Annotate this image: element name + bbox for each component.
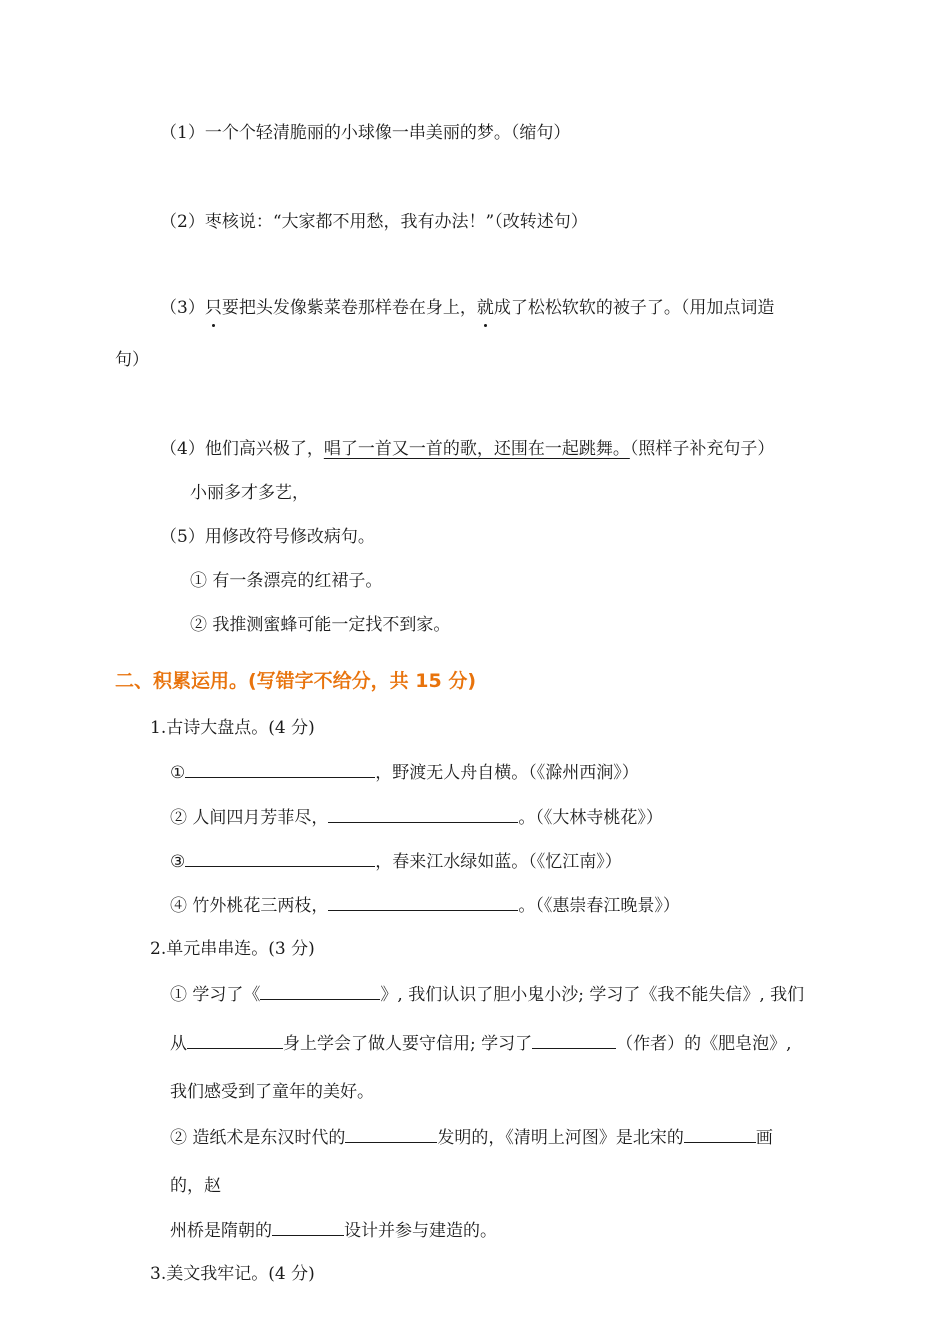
unit-line-4-c: 画 xyxy=(755,1128,773,1148)
unit-line-1 xyxy=(170,982,804,1007)
part-1-title: 1.古诗大盘点。(4 分) xyxy=(150,718,315,738)
section-2-heading: 二、积累运用。(写错字不给分，共 15 分) xyxy=(115,670,477,692)
fill-blank[interactable] xyxy=(328,805,518,823)
poem-item-2-text: ② 人间四月芳菲尽， xyxy=(170,808,329,828)
poem-item-3-text: ，春来江水绿如蓝。（《忆江南》） xyxy=(375,852,622,872)
fill-blank[interactable] xyxy=(272,1218,344,1236)
emphasis-dot-word-1: 只 xyxy=(204,298,222,318)
sentence-4-example: 小丽多才多艺， xyxy=(190,483,309,503)
fill-blank[interactable] xyxy=(684,1125,756,1143)
unit-line-6-b: 设计并参与建造的。 xyxy=(344,1221,497,1241)
poem-item-2 xyxy=(170,805,663,830)
unit-line-6-a: 州桥是隋朝的 xyxy=(170,1221,272,1241)
sentence-3-part3: 成了松松软软的被子了。（用加点词造 xyxy=(493,298,775,318)
sentence-4-prefix: （4）他们高兴极了， xyxy=(160,439,324,459)
sentence-3 xyxy=(160,296,774,320)
unit-line-5: 的，赵 xyxy=(170,1176,221,1196)
fill-blank[interactable] xyxy=(532,1031,616,1049)
poem-item-2-source: 。（《大林寺桃花》） xyxy=(518,808,663,828)
part-2-title: 2.单元串串连。(3 分) xyxy=(150,939,315,959)
unit-line-2 xyxy=(170,1031,792,1056)
sentence-5-item-b: ② 我推测蜜蜂可能一定找不到家。 xyxy=(190,615,451,635)
unit-line-4-a: ② 造纸术是东汉时代的 xyxy=(170,1128,346,1148)
unit-line-4 xyxy=(170,1125,773,1150)
sentence-4 xyxy=(160,437,774,461)
sentence-5-title: （5）用修改符号修改病句。 xyxy=(160,527,375,547)
sentence-3-part1: （3） xyxy=(160,298,205,318)
fill-blank[interactable] xyxy=(328,893,518,911)
sentence-3-part2: 要把头发像紫菜卷那样卷在身上， xyxy=(221,298,477,318)
unit-line-6 xyxy=(170,1218,497,1243)
fill-blank[interactable] xyxy=(185,849,375,867)
sentence-4-underlined: 唱了一首又一首的歌，还围在一起跳舞。 xyxy=(323,439,630,459)
poem-item-4 xyxy=(170,893,680,918)
sentence-3-wrap: 句） xyxy=(115,350,149,370)
unit-line-2-b: 身上学会了做人要守信用; 学习了 xyxy=(283,1034,533,1054)
unit-line-2-a: 从 xyxy=(170,1034,187,1054)
poem-item-4-source: 。（《惠崇春江晚景》） xyxy=(518,896,680,916)
sentence-4-suffix: （照样子补充句子） xyxy=(629,439,775,459)
fill-blank[interactable] xyxy=(260,982,380,1000)
unit-line-3: 我们感受到了童年的美好。 xyxy=(170,1082,374,1102)
poem-item-1 xyxy=(170,760,639,785)
poem-item-1-number: ① xyxy=(170,763,186,783)
sentence-2: （2）枣核说：“大家都不用愁，我有办法！”（改转述句） xyxy=(160,212,588,232)
poem-item-3 xyxy=(170,849,622,874)
sentence-1: （1）一个个轻清脆丽的小球像一串美丽的梦。（缩句） xyxy=(160,123,571,143)
fill-blank[interactable] xyxy=(345,1125,437,1143)
unit-line-2-c: （作者）的《肥皂泡》, xyxy=(616,1034,792,1054)
sentence-5-item-a: ① 有一条漂亮的红裙子。 xyxy=(190,571,383,591)
unit-line-4-b: 发明的，《清明上河图》是北宋的 xyxy=(437,1128,684,1148)
poem-item-4-text: ④ 竹外桃花三两枝， xyxy=(170,896,329,916)
emphasis-dot-word-2: 就 xyxy=(476,298,494,318)
poem-item-3-number: ③ xyxy=(170,852,186,872)
unit-line-1-b: 》, 我们认识了胆小鬼小沙; 学习了《我不能失信》, 我们 xyxy=(380,985,805,1005)
part-3-title: 3.美文我牢记。(4 分) xyxy=(150,1264,315,1284)
fill-blank[interactable] xyxy=(187,1031,283,1049)
poem-item-1-text: ，野渡无人舟自横。（《滁州西涧》） xyxy=(375,763,639,783)
unit-line-1-a: ① 学习了《 xyxy=(170,985,261,1005)
fill-blank[interactable] xyxy=(185,760,375,778)
